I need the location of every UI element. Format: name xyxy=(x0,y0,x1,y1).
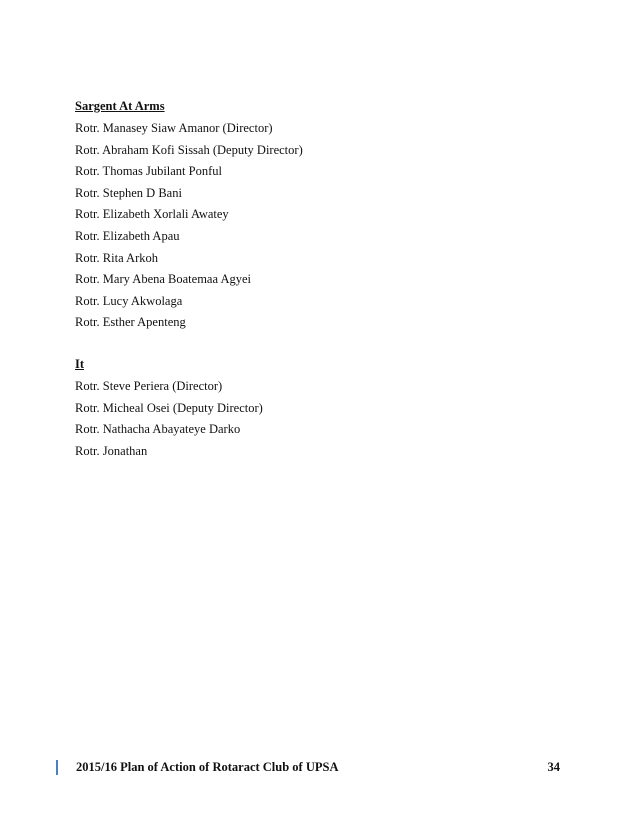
member-item: Rotr. Lucy Akwolaga xyxy=(75,293,183,308)
section-sargent-at-arms xyxy=(75,98,555,336)
member-list xyxy=(75,120,555,330)
footer-accent-bar xyxy=(56,760,58,775)
member-item: Rotr. Steve Periera (Director) xyxy=(75,379,223,393)
member-item: Rotr. Elizabeth Apau xyxy=(75,228,180,243)
page-number: 34 xyxy=(547,760,560,774)
member-list xyxy=(75,378,555,459)
member-item: Rotr. Rita Arkoh xyxy=(75,250,158,265)
member-item: Rotr. Esther Apenteng xyxy=(75,315,186,330)
section-heading: Sargent At Arms xyxy=(75,99,165,113)
member-item: Rotr. Jonathan xyxy=(75,443,148,458)
footer-title: 2015/16 Plan of Action of Rotaract Club of UPSA xyxy=(76,760,339,774)
member-item: Rotr. Thomas Jubilant Ponful xyxy=(75,164,222,179)
member-item: Rotr. Abraham Kofi Sissah (Deputy Director) xyxy=(75,142,303,157)
member-item: Rotr. Nathacha Abayateye Darko xyxy=(75,422,241,437)
member-item: Rotr. Elizabeth Xorlali Awatey xyxy=(75,207,229,222)
member-item: Rotr. Stephen D Bani xyxy=(75,185,182,200)
member-item: Rotr. Micheal Osei (Deputy Director) xyxy=(75,400,263,415)
section-it xyxy=(75,356,555,464)
member-item: Rotr. Mary Abena Boatemaa Agyei xyxy=(75,272,252,287)
member-item: Rotr. Manasey Siaw Amanor (Director) xyxy=(75,121,273,135)
section-heading: It xyxy=(75,357,85,371)
